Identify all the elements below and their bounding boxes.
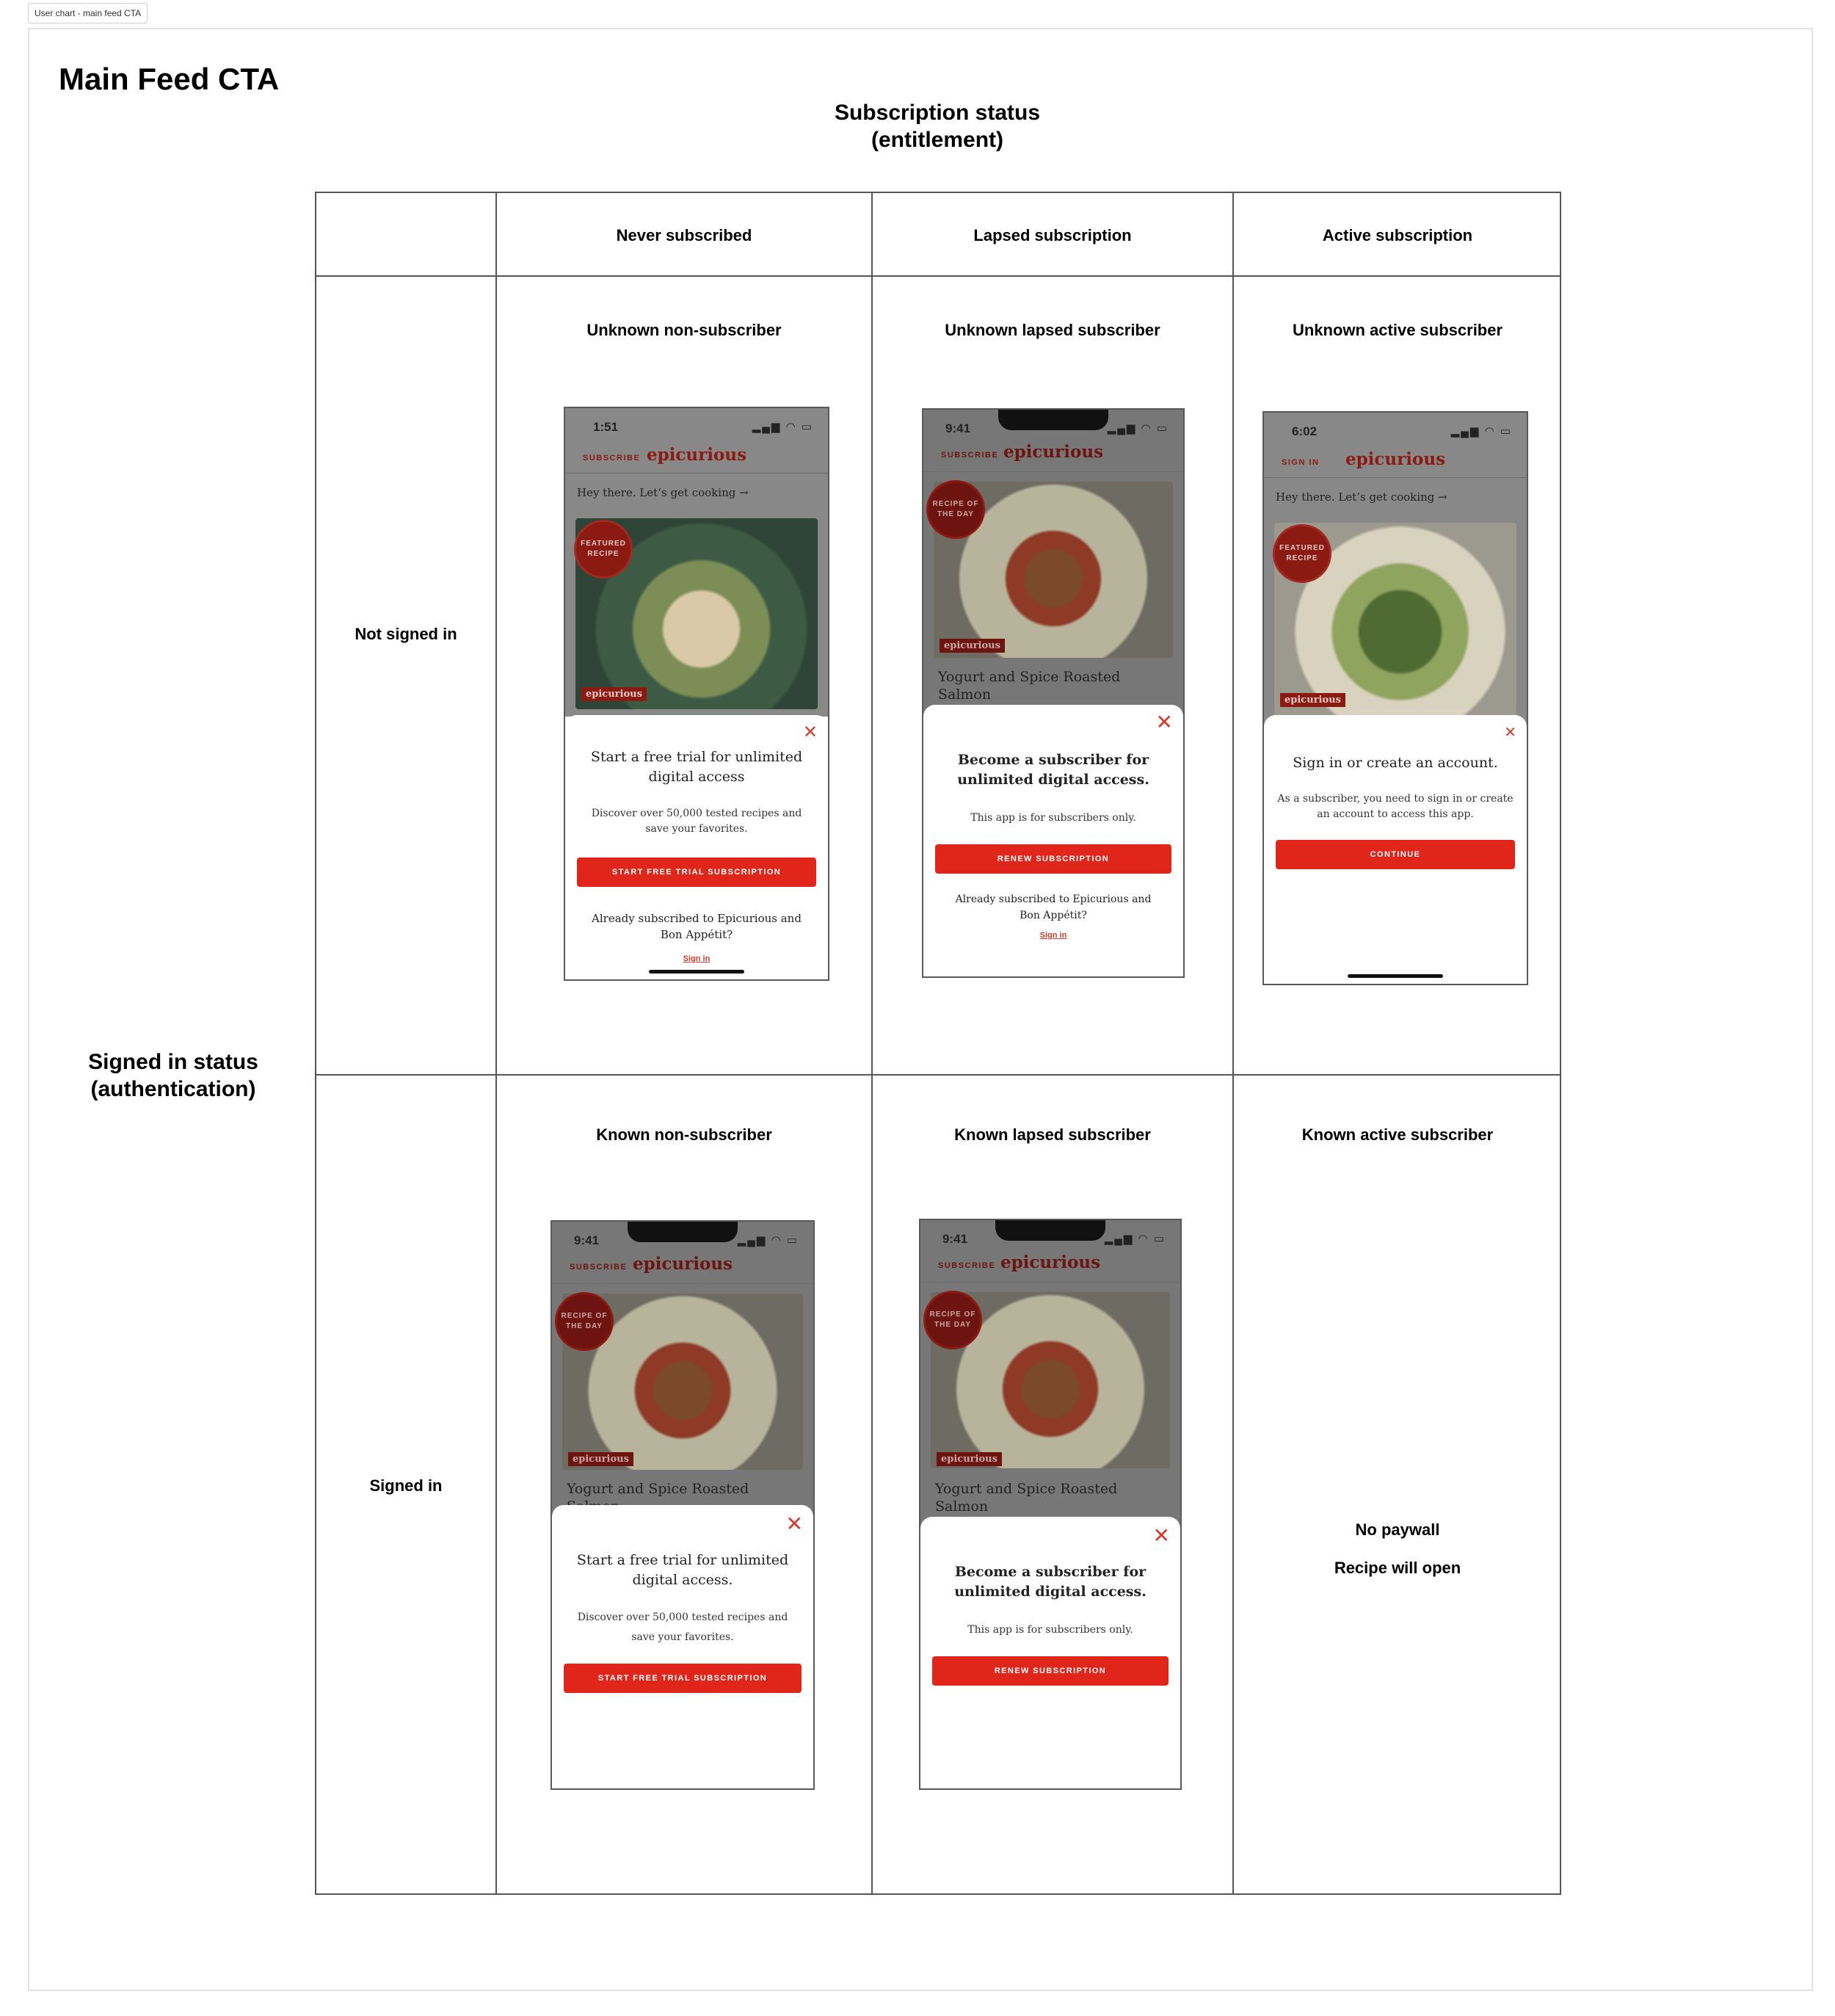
epicurious-tag: epicurious <box>1280 693 1345 707</box>
dimmed-feed <box>1264 413 1527 728</box>
sign-in-nav-link[interactable]: SIGN IN <box>1282 458 1320 467</box>
epicurious-logo: epicurious <box>646 445 747 465</box>
account-sheet <box>1264 715 1527 984</box>
column-header-active: Active subscription <box>1322 226 1473 244</box>
cell-title-unknown-non-subscriber: Unknown non-subscriber <box>586 321 782 339</box>
axis-title-line: (entitlement) <box>871 128 1003 152</box>
subscribe-link[interactable]: SUBSCRIBE <box>570 1263 628 1272</box>
divider <box>920 1282 1180 1283</box>
row-divider <box>316 275 1560 277</box>
paywall-description: Discover over 50,000 tested recipes and save your favorites. <box>577 1611 788 1643</box>
axis-title-line: Subscription status <box>834 101 1041 125</box>
phone-mockup-unknown-non-subscriber <box>564 407 829 981</box>
epicurious-tag: epicurious <box>940 639 1005 653</box>
recipe-title[interactable]: Yogurt and Spice Roasted <box>567 1481 749 1497</box>
paywall-sheet <box>920 1517 1180 1788</box>
paywall-description: This app is for subscribers only. <box>970 812 1136 824</box>
status-time: 6:02 <box>1292 424 1318 438</box>
start-free-trial-button[interactable]: START FREE TRIAL SUBSCRIPTION <box>577 857 816 887</box>
divider <box>923 471 1183 472</box>
phone-mockup-known-lapsed <box>919 1219 1182 1790</box>
status-time: 1:51 <box>593 420 619 434</box>
already-subscribed-text: Already subscribed to Epicurious and Bon Appétit? <box>955 893 1152 921</box>
recipe-of-the-day-badge: RECIPE OF THE DAY <box>923 1291 982 1349</box>
column-header-lapsed: Lapsed subscription <box>973 226 1132 244</box>
column-divider <box>871 193 873 1893</box>
dimmed-feed <box>552 1222 813 1515</box>
frame-label[interactable]: User chart - main feed CTA <box>28 3 148 23</box>
divider <box>565 473 828 474</box>
axis-title-subscription <box>791 99 1084 153</box>
divider <box>1264 477 1527 478</box>
recipe-title[interactable]: Yogurt and Spice Roasted Salmon <box>935 1481 1118 1515</box>
note-no-paywall: No paywall <box>1355 1520 1440 1539</box>
featured-recipe-badge: FEATURED RECIPE <box>574 520 633 579</box>
epicurious-tag: epicurious <box>568 1452 633 1466</box>
row-divider <box>316 1074 1560 1076</box>
epicurious-logo: epicurious <box>632 1254 733 1274</box>
subscribe-link[interactable]: SUBSCRIBE <box>938 1261 996 1270</box>
account-title: Sign in or create an account. <box>1293 755 1498 771</box>
epicurious-tag: epicurious <box>581 687 647 701</box>
paywall-description: This app is for subscribers only. <box>967 1624 1133 1636</box>
paywall-description: Discover over 50,000 tested recipes and save your favorites. <box>591 808 802 835</box>
status-time: 9:41 <box>945 421 971 435</box>
cell-title-unknown-lapsed: Unknown lapsed subscriber <box>945 321 1160 339</box>
row-label-signed-in: Signed in <box>369 1476 443 1495</box>
continue-button[interactable]: CONTINUE <box>1276 840 1515 869</box>
paywall-sheet <box>565 715 828 979</box>
close-icon[interactable]: ✕ <box>802 722 818 742</box>
subscribe-link[interactable]: SUBSCRIBE <box>583 454 641 463</box>
sign-in-link[interactable]: Sign in <box>1039 931 1067 940</box>
paywall-sheet <box>923 705 1183 976</box>
paywall-title: Become a subscriber for unlimited digital access. <box>954 1564 1147 1600</box>
close-icon[interactable]: ✕ <box>1152 1524 1170 1547</box>
close-icon[interactable]: ✕ <box>1504 725 1516 741</box>
column-header-never: Never subscribed <box>616 226 752 244</box>
status-icons: ▂▄▆ ◠ ▭ <box>1107 422 1169 435</box>
paywall-title: Start a free trial for unlimited digital access <box>590 749 803 785</box>
status-icons: ▂▄▆ ◠ ▭ <box>1450 425 1512 438</box>
recipe-title[interactable]: Yogurt and Spice Roasted Salmon <box>938 669 1121 703</box>
axis-title-authentication <box>63 1048 283 1103</box>
home-indicator <box>649 970 744 973</box>
cell-title-known-non-subscriber: Known non-subscriber <box>596 1125 772 1144</box>
paywall-title: Become a subscriber for unlimited digital access. <box>957 752 1149 788</box>
greeting-text[interactable]: Hey there. Let’s get cooking → <box>1276 490 1447 504</box>
epicurious-logo: epicurious <box>1003 442 1104 462</box>
phone-mockup-unknown-lapsed <box>922 408 1185 978</box>
cell-title-known-active: Known active subscriber <box>1301 1125 1494 1144</box>
cell-title-known-lapsed: Known lapsed subscriber <box>954 1125 1151 1144</box>
phone-mockup-unknown-active <box>1262 411 1528 985</box>
dimmed-feed <box>565 408 828 717</box>
recipe-of-the-day-badge: RECIPE OF THE DAY <box>555 1292 614 1351</box>
note-recipe-opens: Recipe will open <box>1334 1559 1461 1577</box>
cell-title-unknown-active: Unknown active subscriber <box>1292 321 1503 339</box>
renew-subscription-button[interactable]: RENEW SUBSCRIPTION <box>932 1656 1169 1686</box>
phone-notch <box>628 1222 738 1242</box>
close-icon[interactable]: ✕ <box>1155 711 1173 733</box>
account-description: As a subscriber, you need to sign in or create an account to access this app. <box>1277 793 1514 820</box>
status-time: 9:41 <box>942 1232 968 1246</box>
paywall-sheet <box>552 1505 813 1788</box>
close-icon[interactable]: ✕ <box>785 1512 803 1535</box>
epicurious-logo: epicurious <box>1345 449 1446 469</box>
already-subscribed-text: Already subscribed to Epicurious and Bon Appétit? <box>592 912 802 941</box>
sign-in-link[interactable]: Sign in <box>683 954 711 963</box>
home-indicator <box>1348 974 1443 978</box>
featured-recipe-badge: FEATURED RECIPE <box>1273 524 1331 583</box>
subscribe-link[interactable]: SUBSCRIBE <box>941 451 999 460</box>
status-icons: ▂▄▆ ◠ ▭ <box>737 1234 799 1247</box>
phone-mockup-known-non-subscriber <box>550 1220 815 1790</box>
column-divider <box>495 193 497 1893</box>
start-free-trial-button[interactable]: START FREE TRIAL SUBSCRIPTION <box>564 1664 802 1693</box>
epicurious-tag: epicurious <box>937 1452 1002 1466</box>
axis-title-line: Signed in status <box>88 1050 258 1074</box>
dimmed-feed <box>920 1220 1180 1529</box>
axis-title-line: (authentication) <box>90 1077 256 1101</box>
column-divider <box>1232 193 1234 1893</box>
recipe-of-the-day-badge: RECIPE OF THE DAY <box>926 480 985 539</box>
renew-subscription-button[interactable]: RENEW SUBSCRIPTION <box>935 844 1171 874</box>
row-label-not-signed-in: Not signed in <box>355 625 457 643</box>
paywall-title: Start a free trial for unlimited digital access. <box>576 1552 789 1588</box>
epicurious-logo: epicurious <box>1000 1252 1101 1272</box>
status-time: 9:41 <box>574 1233 600 1247</box>
status-icons: ▂▄▆ ◠ ▭ <box>752 421 813 433</box>
divider <box>552 1283 813 1284</box>
phone-notch <box>995 1220 1105 1241</box>
status-icons: ▂▄▆ ◠ ▭ <box>1104 1233 1166 1245</box>
dimmed-feed <box>923 410 1183 725</box>
page-title: Main Feed CTA <box>59 62 280 96</box>
phone-notch <box>998 410 1108 430</box>
greeting-text[interactable]: Hey there. Let’s get cooking → <box>577 486 749 499</box>
